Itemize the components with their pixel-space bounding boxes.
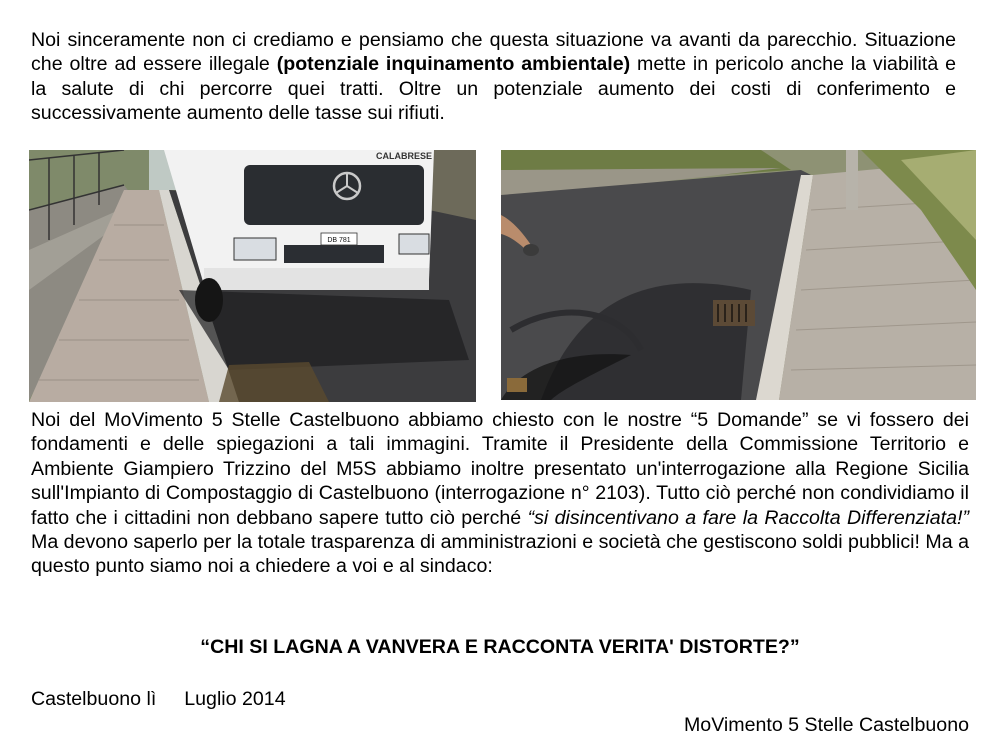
body-italic-quote: “si disincentivano a fare la Raccolta Differenziata!” <box>527 506 969 529</box>
truck-photo-drawing <box>29 150 476 402</box>
road-photo <box>501 150 976 400</box>
intro-bold-text: (potenziale inquinamento ambientale) <box>276 53 631 76</box>
intro-text-b: mette in pericolo anche la viabilità e la salute di chi percorre quei tratti. Oltre un potenziale aumento dei costi di conferimento e successivamente aumento delle tasse sui rifiuti. <box>31 53 957 125</box>
signature: MoVimento 5 Stelle Castelbuono <box>683 714 969 736</box>
license-plate: DB 781 <box>327 237 351 244</box>
intro-text-a: Noi sinceramente non ci crediamo e pensiamo che questa situazione va avanti da parecchio. Situazione che oltre ad essere illegale <box>31 29 956 76</box>
place-date-line <box>31 688 286 711</box>
body-paragraph <box>31 408 969 579</box>
body-text-b: Ma devono saperlo per la totale trasparenza di amministrazioni e società che gestiscono soldi pubblici! Ma a questo punto siamo noi a chiedere a voi e al sindaco: <box>31 531 969 578</box>
body-text-a: Noi del MoVimento 5 Stelle Castelbuono abbiamo chiesto con le nostre “5 Domande” se vi fossero dei fondamenti e delle spiegazioni a tali immagini. Tramite il Presidente della Commissione Territorio e Ambiente Giampiero Trizzino del M5S abbiamo inoltre presentato un'interrogazione alla Regione Sicilia sull'Impianto di Compostaggio di Castelbuono (interrogazione n° 2103). Tutto ciò perché non condividiamo il fatto che i cittadini non debbano sapere tutto ciò perché <box>31 409 969 529</box>
date-text: Luglio 2014 <box>184 688 286 710</box>
truck-label: CALABRESE <box>375 151 433 161</box>
truck-photo <box>29 150 476 402</box>
place-text: Castelbuono lì <box>31 688 157 710</box>
closing-question: “CHI SI LAGNA A VANVERA E RACCONTA VERITA' DISTORTE?” <box>200 636 800 658</box>
road-photo-drawing <box>501 150 976 400</box>
intro-paragraph <box>31 28 956 126</box>
